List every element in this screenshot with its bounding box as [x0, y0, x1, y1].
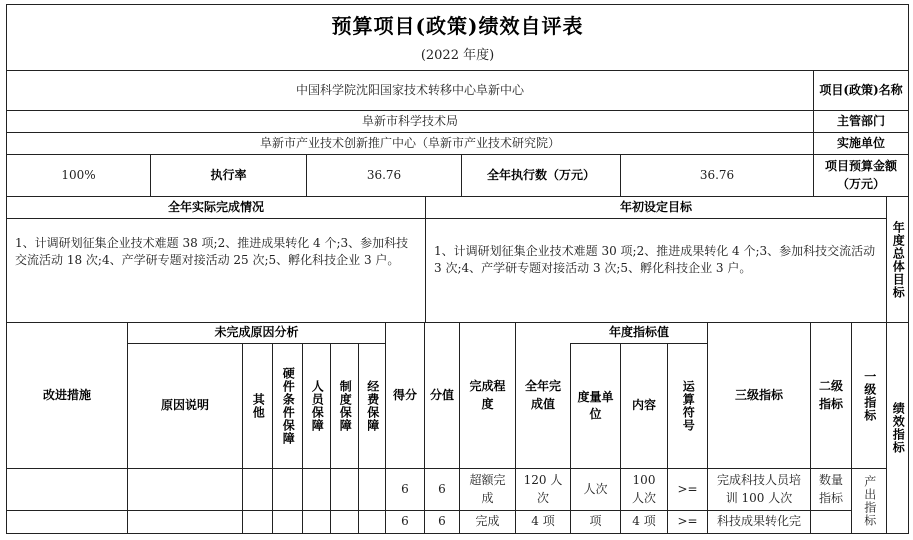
score-header: 得分 — [392, 387, 417, 402]
exec-amount-value: 36.76 — [366, 167, 402, 182]
unit-header: 度量单位 — [577, 389, 614, 421]
level1-header: 一级指标 — [862, 369, 877, 422]
weight-header: 分值 — [429, 387, 454, 402]
exec-rate-label: 执行率 — [210, 167, 247, 182]
degree-value: 完成 — [475, 514, 500, 529]
reason-desc-header: 原因说明 — [160, 398, 209, 413]
score-value: 6 — [401, 514, 409, 529]
actual-value-header: 全年完成值 — [524, 379, 561, 411]
improve-header: 改进措施 — [42, 387, 91, 402]
level1-value: 产出指标 — [862, 475, 877, 527]
degree-value: 超额完成 — [469, 473, 506, 505]
annual-value-group-header: 年度指标值 — [608, 325, 669, 340]
content-header: 内容 — [631, 398, 656, 413]
operator-value: >= — [677, 481, 698, 496]
budget-label: 项目预算金额（万元） — [824, 159, 897, 191]
impl-value: 阜新市产业技术创新推广中心（阜新市产业技术研究院） — [259, 135, 560, 150]
exec-rate-value: 100% — [61, 167, 96, 182]
unit-value: 人次 — [583, 481, 608, 496]
project-name-value: 中国科学院沈阳国家技术转移中心阜新中心 — [295, 82, 524, 97]
actual-value: 120 人次 — [523, 473, 563, 505]
reason-funding-header: 经费保障 — [365, 380, 380, 432]
dept-label: 主管部门 — [836, 113, 885, 128]
level2-header: 二级指标 — [818, 379, 843, 411]
degree-header: 完成程度 — [469, 379, 506, 411]
reason-other-header: 其他 — [251, 393, 266, 419]
actual-header: 全年实际完成情况 — [167, 199, 264, 214]
content-value: 4 项 — [632, 514, 656, 529]
actual-text: 1、计调研划征集企业技术难题 38 项;2、推进成果转化 4 个;3、参加科技交流活动 18 次;4、产学研专题对接活动 25 次;5、孵化科技企业 3 户。 — [15, 236, 409, 268]
operator-value: >= — [677, 514, 698, 529]
table-row: 完成科技人员培训 100 人次 — [716, 473, 801, 505]
impl-label: 实施单位 — [836, 135, 885, 150]
unit-value: 项 — [589, 514, 602, 529]
level3-header: 三级指标 — [734, 387, 783, 402]
annual-goal-label: 年度总体目标 — [891, 220, 906, 299]
weight-value: 6 — [438, 481, 446, 496]
unfinished-group-header: 未完成原因分析 — [214, 325, 299, 340]
operator-header: 运算符号 — [681, 380, 696, 432]
page-title: 预算项目(政策)绩效自评表 — [331, 13, 584, 38]
content-value: 100 人次 — [631, 473, 656, 505]
score-value: 6 — [401, 481, 409, 496]
table-row: 科技成果转化完 — [716, 514, 801, 529]
year-label: (2022 年度) — [420, 47, 495, 63]
project-name-label: 项目(政策)名称 — [819, 82, 903, 97]
budget-value: 36.76 — [699, 167, 735, 182]
level2-value: 数量指标 — [818, 473, 843, 505]
reason-system-header: 制度保障 — [338, 380, 353, 432]
weight-value: 6 — [438, 514, 446, 529]
target-text: 1、计调研划征集企业技术难题 30 项;2、推进成果转化 4 个;3、参加科技交流活动 3 次;4、产学研专题对接活动 3 次;5、孵化科技企业 3 户。 — [434, 244, 876, 276]
exec-amount-label: 全年执行数（万元） — [486, 167, 595, 182]
dept-value: 阜新市科学技术局 — [361, 113, 458, 128]
actual-value: 4 项 — [531, 514, 555, 529]
reason-staff-header: 人员保障 — [310, 380, 325, 432]
perf-indicator-label: 绩效指标 — [891, 402, 906, 454]
reason-hardware-header: 硬件条件保障 — [281, 367, 296, 445]
target-header: 年初设定目标 — [619, 199, 692, 214]
